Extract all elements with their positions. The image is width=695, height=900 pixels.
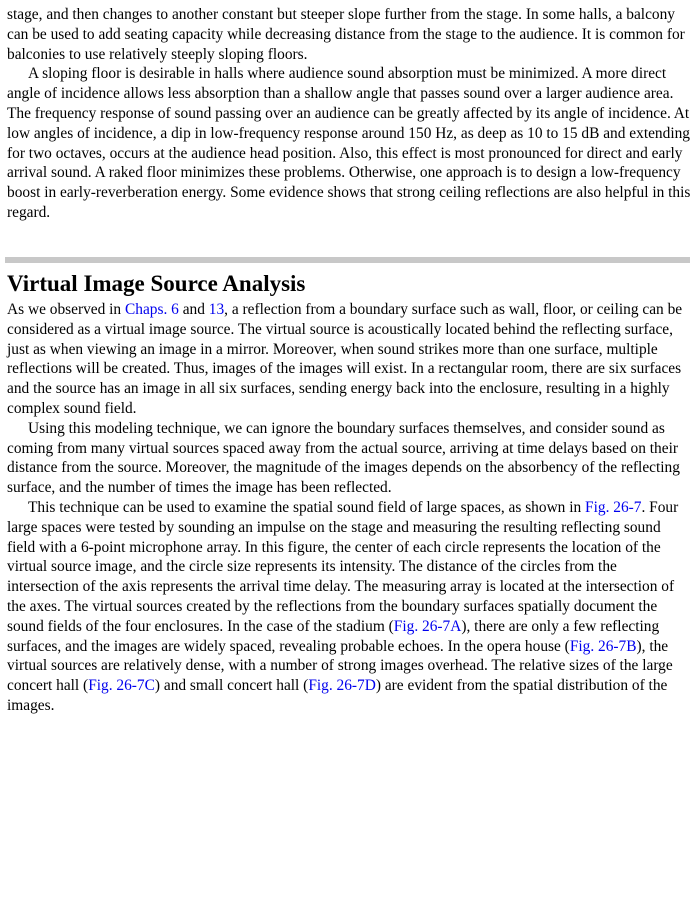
text-run: ), the virtual sources are relatively dense, with a number of strong images overhead. The relative sizes of the large concert hall ( [7, 637, 673, 695]
section-heading: Virtual Image Source Analysis [7, 271, 306, 296]
link-chap-13[interactable]: 13 [208, 301, 225, 318]
text-run: ) are evident from the spatial distribution of the images. [7, 677, 668, 714]
link-fig-26-7b[interactable]: Fig. 26-7B [569, 637, 637, 655]
text-run: ), there are only a few reflecting surfaces, and the images are widely spaced, revealing probable echoes. In the opera house ( [7, 617, 660, 655]
section-body [7, 300, 691, 716]
link-chaps-6[interactable]: Chaps. 6 [124, 301, 179, 318]
section-divider [5, 257, 690, 263]
text-run: ) and small concert hall ( [154, 677, 309, 695]
text-run: As we observed in [7, 301, 125, 318]
link-fig-26-7a[interactable]: Fig. 26-7A [393, 617, 462, 635]
paragraph-spatial-field [7, 498, 691, 716]
link-fig-26-7c[interactable]: Fig. 26-7C [88, 677, 155, 695]
text-run: , a reflection from a boundary surface such as wall, floor, or ceiling can be considered as a virtual image source. The virtual source is acoustically located behind the reflecting surface, just as when viewing an image in a mirror. Moreover, when sound strikes more than one surface, multiple reflections will be created. Thus, images of the images will exist. In a rectangular room, there are six surfaces and the source has an image in all six surfaces, sending energy back into the enclosure, resulting in a highly complex sound field. [7, 301, 683, 417]
paragraph-sloping-floor: A sloping floor is desirable in halls where audience sound absorption must be minimized. A more direct angle of incidence allows less absorption than a shallow angle that passes sound over a larger audience area. The frequency response of sound passing over an audience can be greatly affected by its angle of incidence. At low angles of incidence, a dip in low-frequency response around 150 Hz, as deep as 10 to 15 dB and extending for two octaves, occurs at the audience head position. Also, this effect is most pronounced for direct and early arrival sound. A raked floor minimizes these problems. Otherwise, one approach is to design a low-frequency boost in early-reverberation energy. Some evidence shows that strong ceiling reflections are also helpful in this regard. [7, 65, 691, 221]
text-run: . Four large spaces were tested by sounding an impulse on the stage and measuring the resulting reflecting sound field with a 6-point microphone array. In this figure, the center of each circle represents the location of the virtual source image, and the circle size represents its intensity. The distance of the circles from the intersection of the axis represents the arrival time delay. The measuring array is located at the intersection of the axes. The virtual sources created by the reflections from the boundary surfaces spatially document the sound fields of the four enclosures. In the case of the stadium ( [7, 498, 679, 635]
paragraph-balcony: stage, and then changes to another constant but steeper slope further from the stage. In some halls, a balcony can be used to add seating capacity while decreasing distance from the stage to the audience. It is common for balconies to use relatively steeply sloping floors. [7, 6, 685, 63]
top-text [7, 5, 691, 223]
link-fig-26-7d[interactable]: Fig. 26-7D [308, 677, 376, 695]
paragraph-virtual-source [7, 300, 691, 419]
text-run: and [178, 301, 209, 318]
link-fig-26-7[interactable]: Fig. 26-7 [585, 498, 642, 516]
text-run: This technique can be used to examine the spatial sound field of large spaces, as shown in [28, 498, 586, 516]
paragraph-modeling-technique: Using this modeling technique, we can ignore the boundary surfaces themselves, and consider sound as coming from many virtual sources spaced away from the actual source, arriving at time delays based on their distance from the source. Moreover, the magnitude of the images depends on the absorbency of the reflecting surface, and the number of times the image has been reflected. [7, 419, 680, 497]
